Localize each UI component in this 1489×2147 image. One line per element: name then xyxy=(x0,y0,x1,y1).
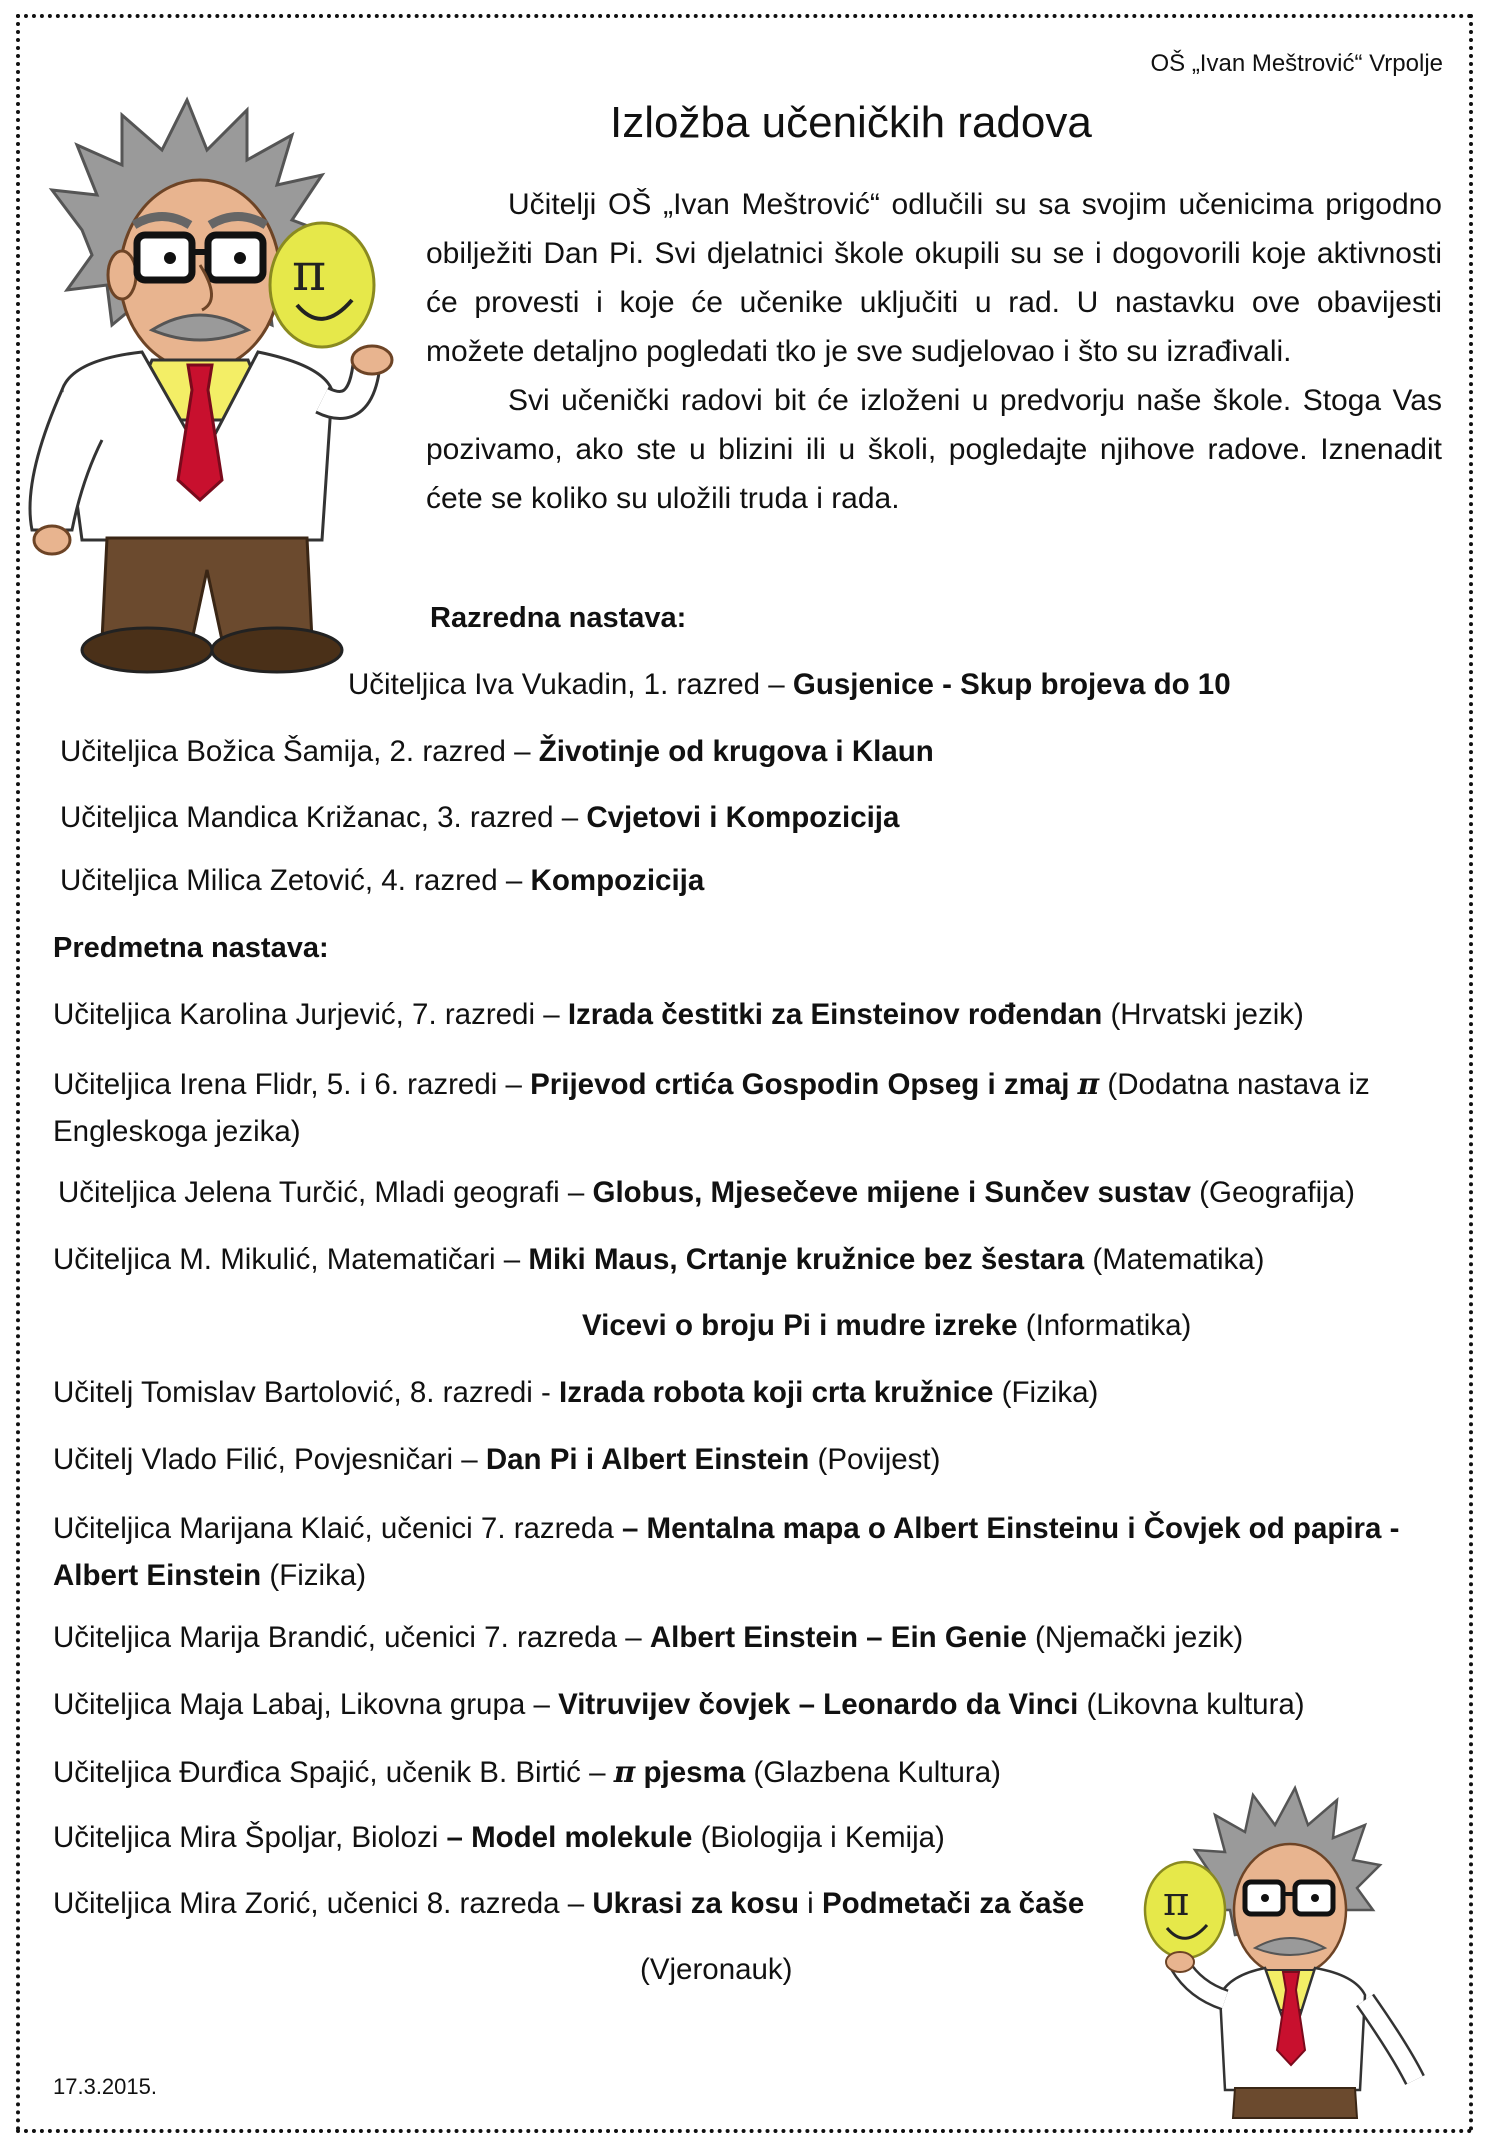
list-item: Učiteljica Marijana Klaić, učenici 7. razreda – Mentalna mapa o Albert Einsteinu i Čovjek od papira - Albert Einstein (Fizika) xyxy=(53,1512,1400,1592)
list-item: Učiteljica M. Mikulić, Matematičari – Miki Maus, Crtanje kružnice bez šestara (Matematika) xyxy=(53,1243,1265,1276)
list-item: Učiteljica Đurđica Spajić, učenik B. Birtić – π pjesma (Glazbena Kultura) xyxy=(53,1754,1001,1789)
einstein-cartoon-bottom xyxy=(1125,1760,1455,2120)
list-item: Učiteljica Mira Zorić, učenici 8. razreda – Ukrasi za kosu i Podmetači za čaše xyxy=(53,1887,1085,1920)
list-item: Učitelj Tomislav Bartolović, 8. razredi - Izrada robota koji crta kružnice (Fizika) xyxy=(53,1376,1099,1409)
list-item: Učiteljica Iva Vukadin, 1. razred – Gusjenice - Skup brojeva do 10 xyxy=(348,668,1231,701)
list-item: Učiteljica Božica Šamija, 2. razred – Životinje od krugova i Klaun xyxy=(60,735,934,768)
einstein-cartoon-top xyxy=(22,60,442,680)
razredna-heading: Razredna nastava: xyxy=(430,602,687,634)
predmetna-heading: Predmetna nastava: xyxy=(53,932,329,964)
page-title: Izložba učeničkih radova xyxy=(610,98,1092,147)
list-item: Učiteljica Mira Špoljar, Biolozi – Model molekule (Biologija i Kemija) xyxy=(53,1821,945,1854)
list-item: Učiteljica Mandica Križanac, 3. razred – Cvjetovi i Kompozicija xyxy=(60,801,900,834)
intro-paragraph-2: Svi učenički radovi bit će izloženi u predvorju naše škole. Stoga Vas pozivamo, ako ste u blizini ili u školi, pogledajte njihove radove. Iznenadit ćete se koliko su uložili truda i rada. xyxy=(426,384,1442,515)
svg-text:π: π xyxy=(1163,1879,1190,1925)
list-item: Vicevi o broju Pi i mudre izreke (Informatika) xyxy=(582,1309,1192,1342)
list-item: Učiteljica Karolina Jurjević, 7. razredi – Izrada čestitki za Einsteinov rođendan (Hrvatski jezik) xyxy=(53,998,1304,1031)
intro-text xyxy=(426,180,1442,523)
list-item: Učiteljica Milica Zetović, 4. razred – Kompozicija xyxy=(60,864,705,897)
document-date: 17.3.2015. xyxy=(53,2074,157,2099)
list-item: Učiteljica Marija Brandić, učenici 7. razreda – Albert Einstein – Ein Genie (Njemački jezik) xyxy=(53,1621,1244,1654)
list-item: Učiteljica Jelena Turčić, Mladi geografi – Globus, Mjesečeve mijene i Sunčev sustav (Geografija) xyxy=(58,1176,1355,1209)
intro-paragraph-1: Učitelji OŠ „Ivan Meštrović“ odlučili su sa svojim učenicima prigodno obilježiti Dan Pi. Svi djelatnici škole okupili su se i dogovorili koje aktivnosti će provesti i koje će učenike uključiti u rad. U nastavku ove obavijesti možete detaljno pogledati tko je sve sudjelovao i što su izrađivali. xyxy=(426,188,1442,368)
list-item: Učitelj Vlado Filić, Povjesničari – Dan Pi i Albert Einstein (Povijest) xyxy=(53,1443,941,1476)
svg-text:π: π xyxy=(292,243,327,303)
list-item: Učiteljica Maja Labaj, Likovna grupa – Vitruvijev čovjek – Leonardo da Vinci (Likovna kultura) xyxy=(53,1688,1305,1721)
school-name: OŠ „Ivan Meštrović“ Vrpolje xyxy=(1150,50,1443,77)
list-item: Učiteljica Irena Flidr, 5. i 6. razredi – Prijevod crtića Gospodin Opseg i zmaj π (Dodatna nastava iz Engleskoga jezika) xyxy=(53,1066,1370,1148)
list-item-subject: (Vjeronauk) xyxy=(640,1953,793,1986)
